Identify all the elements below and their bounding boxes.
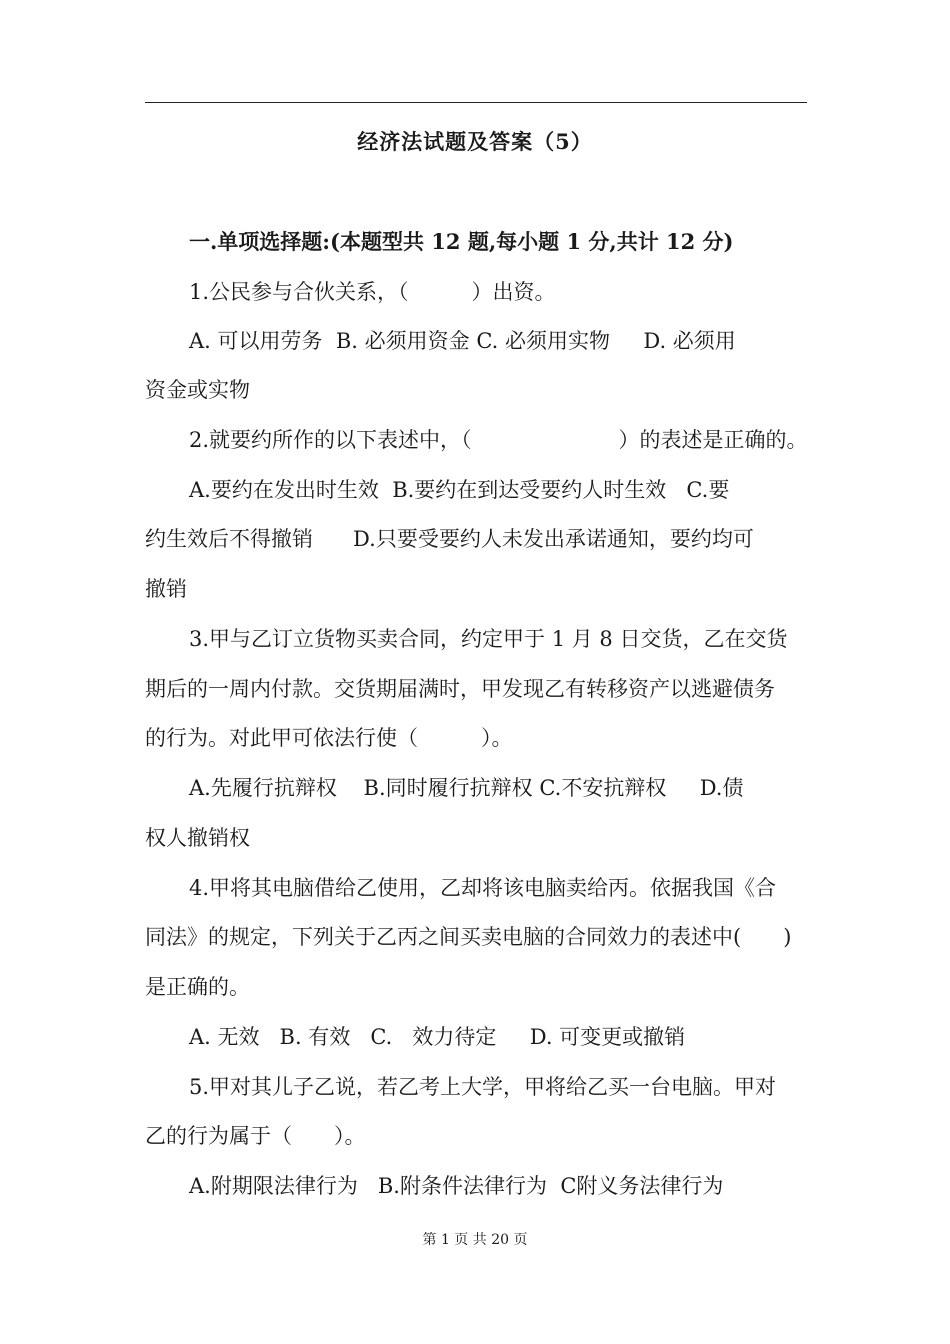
question-1-stem: 1.公民参与合伙关系，（ ）出资。 <box>189 280 556 304</box>
question-3-stem: 3.甲与乙订立货物买卖合同，约定甲于 1 月 8 日交货，乙在交货 <box>189 627 788 651</box>
question-3-options: A.先履行抗辩权 B.同时履行抗辩权 C.不安抗辩权 D.债 <box>189 776 744 800</box>
question-1-options: A. 可以用劳务 B. 必须用资金 C. 必须用实物 D. 必须用 <box>189 329 736 353</box>
question-3-options-cont: 权人撤销权 <box>145 826 250 850</box>
question-4-stem-cont: 同法》的规定，下列关于乙丙之间买卖电脑的合同效力的表述中( ) <box>145 925 792 949</box>
question-2-stem: 2.就要约所作的以下表述中，（ ）的表述是正确的。 <box>189 428 808 452</box>
question-2-options-cont: 撤销 <box>145 577 187 601</box>
question-1-options-cont: 资金或实物 <box>145 378 250 402</box>
question-3-stem-cont: 的行为。对此甲可依法行使（ ）。 <box>145 726 513 750</box>
page-footer: 第 1 页 共 20 页 <box>422 1232 528 1248</box>
question-4-options: A. 无效 B. 有效 C. 效力待定 D. 可变更或撤销 <box>189 1025 686 1049</box>
question-2-options: A.要约在发出时生效 B.要约在到达受要约人时生效 C.要 <box>189 478 730 502</box>
header-rule <box>145 102 807 103</box>
document-title: 经济法试题及答案（5） <box>357 129 593 154</box>
question-5-stem: 5.甲对其儿子乙说，若乙考上大学，甲将给乙买一台电脑。甲对 <box>189 1075 777 1099</box>
question-4-stem: 4.甲将其电脑借给乙使用，乙却将该电脑卖给丙。依据我国《合 <box>189 876 777 900</box>
section-heading: 一.单项选择题:(本题型共 12 题,每小题 1 分,共计 12 分) <box>189 229 734 254</box>
question-5-options: A.附期限法律行为 B.附条件法律行为 C附义务法律行为 <box>189 1174 724 1198</box>
question-4-stem-cont: 是正确的。 <box>145 975 250 999</box>
question-3-stem-cont: 期后的一周内付款。交货期届满时，甲发现乙有转移资产以逃避债务 <box>145 677 775 701</box>
question-5-stem-cont: 乙的行为属于（ ）。 <box>145 1124 366 1148</box>
question-2-options-cont: 约生效后不得撤销 D.只要受要约人未发出承诺通知，要约均可 <box>145 527 754 551</box>
